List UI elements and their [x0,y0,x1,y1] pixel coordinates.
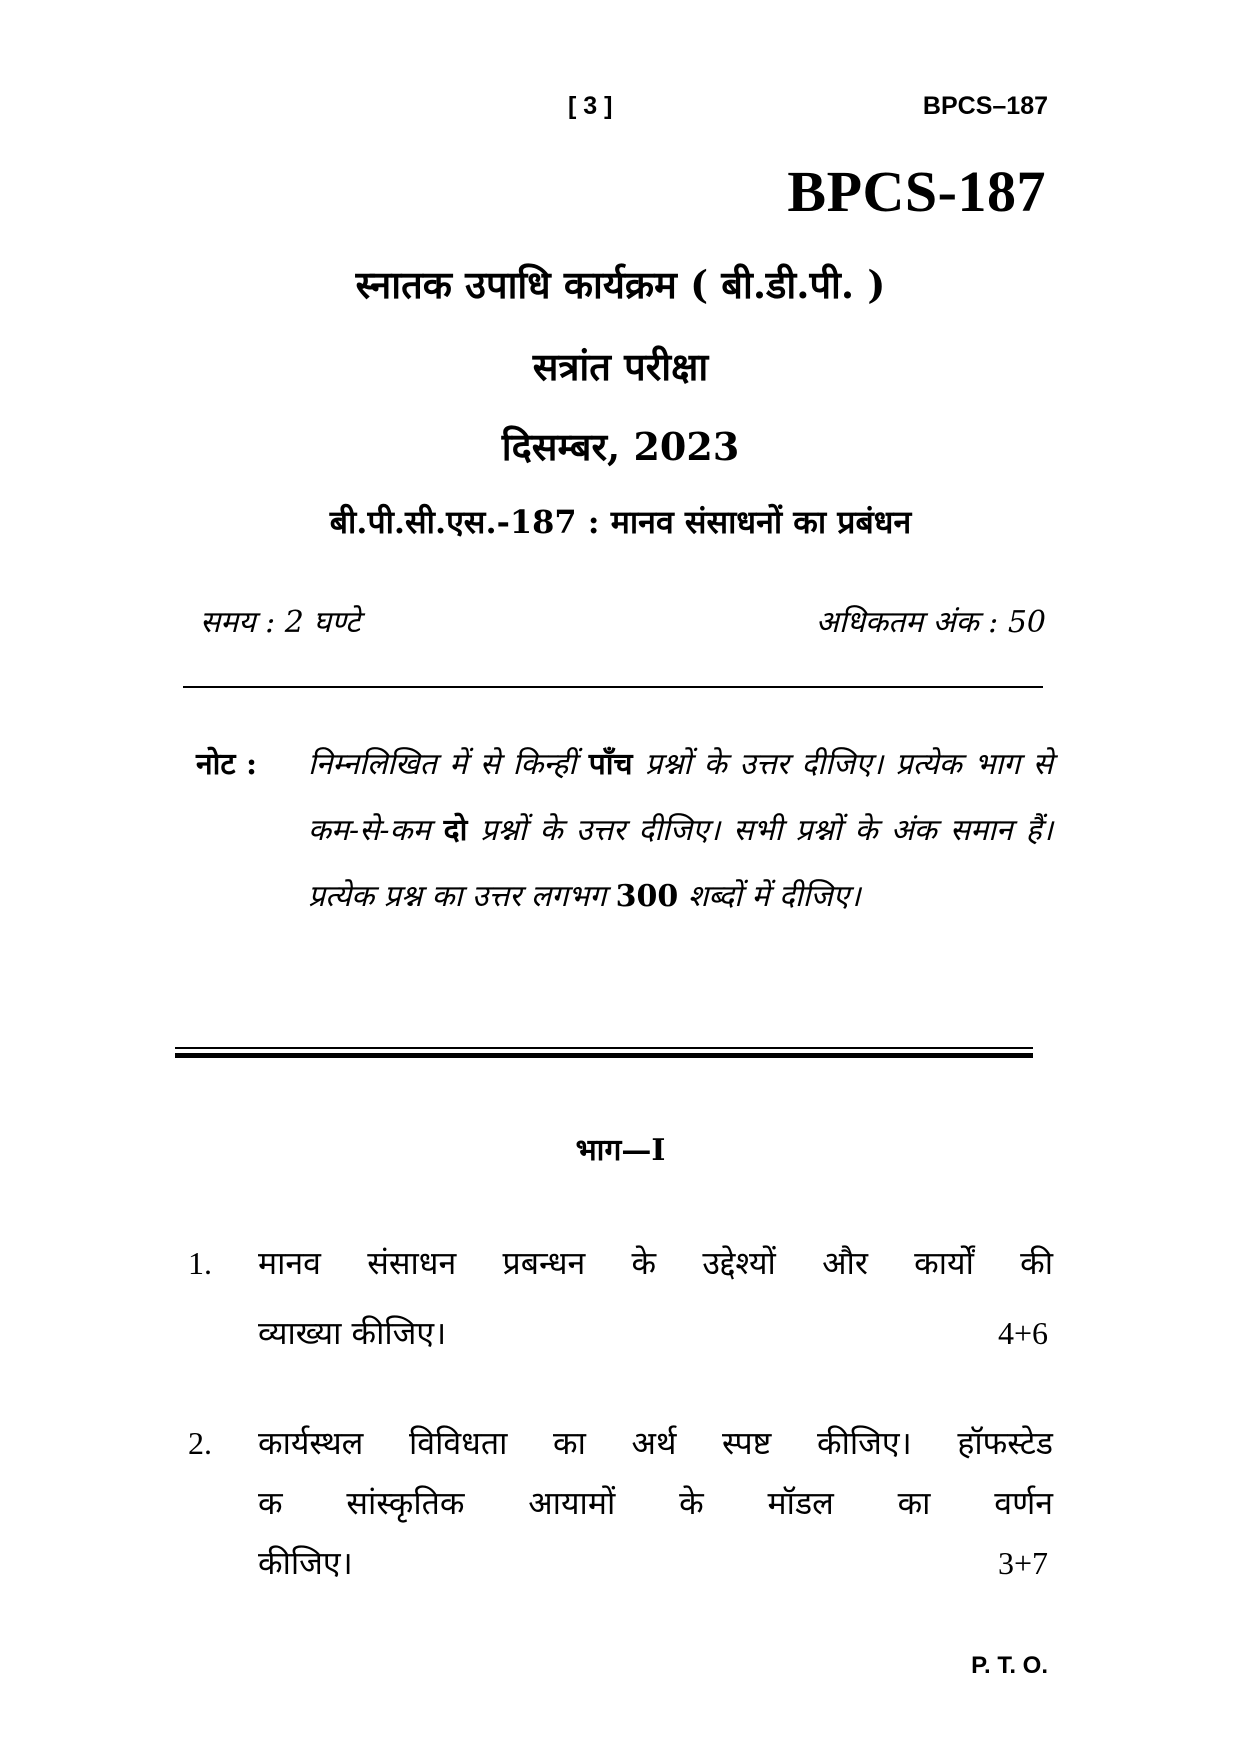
course-title: बी.पी.सी.एस.-187 : मानव संसाधनों का प्रबंधन [329,503,912,541]
question-text: व्याख्या कीजिए। [258,1314,447,1352]
course-code-title: BPCS-187 [787,159,1046,224]
note-emphasis: 300 [615,879,679,914]
question-text: कीजिए। [258,1544,353,1582]
time-allowed: समय : 2 घण्टे [200,605,361,640]
please-turn-over: P. T. O. [971,1652,1048,1679]
note-instructions [308,732,1053,930]
question-text: मानव संसाधन प्रबन्धन के उद्देश्यों और कार्यों की [258,1244,1053,1282]
note-text: निम्नलिखित में से किन्हीं [308,747,577,782]
question-text: क सांस्कृतिक आयामों के मॉडल का वर्णन [258,1484,1053,1522]
note-emphasis: पाँच [588,747,633,782]
note-text: प्रश्नों के उत्तर दीजिए। प्रत्येक भाग से कम-से-कम [308,747,1053,848]
double-divider-thick [175,1053,1033,1058]
programme-title: स्नातक उपाधि कार्यक्रम ( बी.डी.पी. ) [355,262,886,307]
question-number: 1. [188,1245,212,1281]
double-divider-thin [175,1047,1033,1049]
note-text: प्रश्नों के उत्तर दीजिए। सभी प्रश्नों के अंक समान हैं। प्रत्येक प्रश्न का उत्तर लगभग [308,813,1053,914]
exam-month-year: दिसम्बर, 2023 [501,424,740,469]
question-text: कार्यस्थल विविधता का अर्थ स्पष्ट कीजिए। हॉफस्टेड [258,1424,1053,1462]
note-label: नोट : [196,747,258,782]
question-marks: 3+7 [997,1545,1048,1581]
exam-title: सत्रांत परीक्षा [532,344,709,389]
question-marks: 4+6 [997,1315,1048,1351]
header-course-code: BPCS–187 [922,92,1048,120]
note-text: शब्दों में दीजिए। [687,879,861,914]
page-number: [ 3 ] [568,92,613,120]
maximum-marks: अधिकतम अंक : 50 [815,605,1046,640]
part-heading: भाग—I [575,1133,666,1168]
divider [183,686,1043,688]
note-emphasis: दो [443,813,468,848]
question-number: 2. [188,1425,212,1461]
